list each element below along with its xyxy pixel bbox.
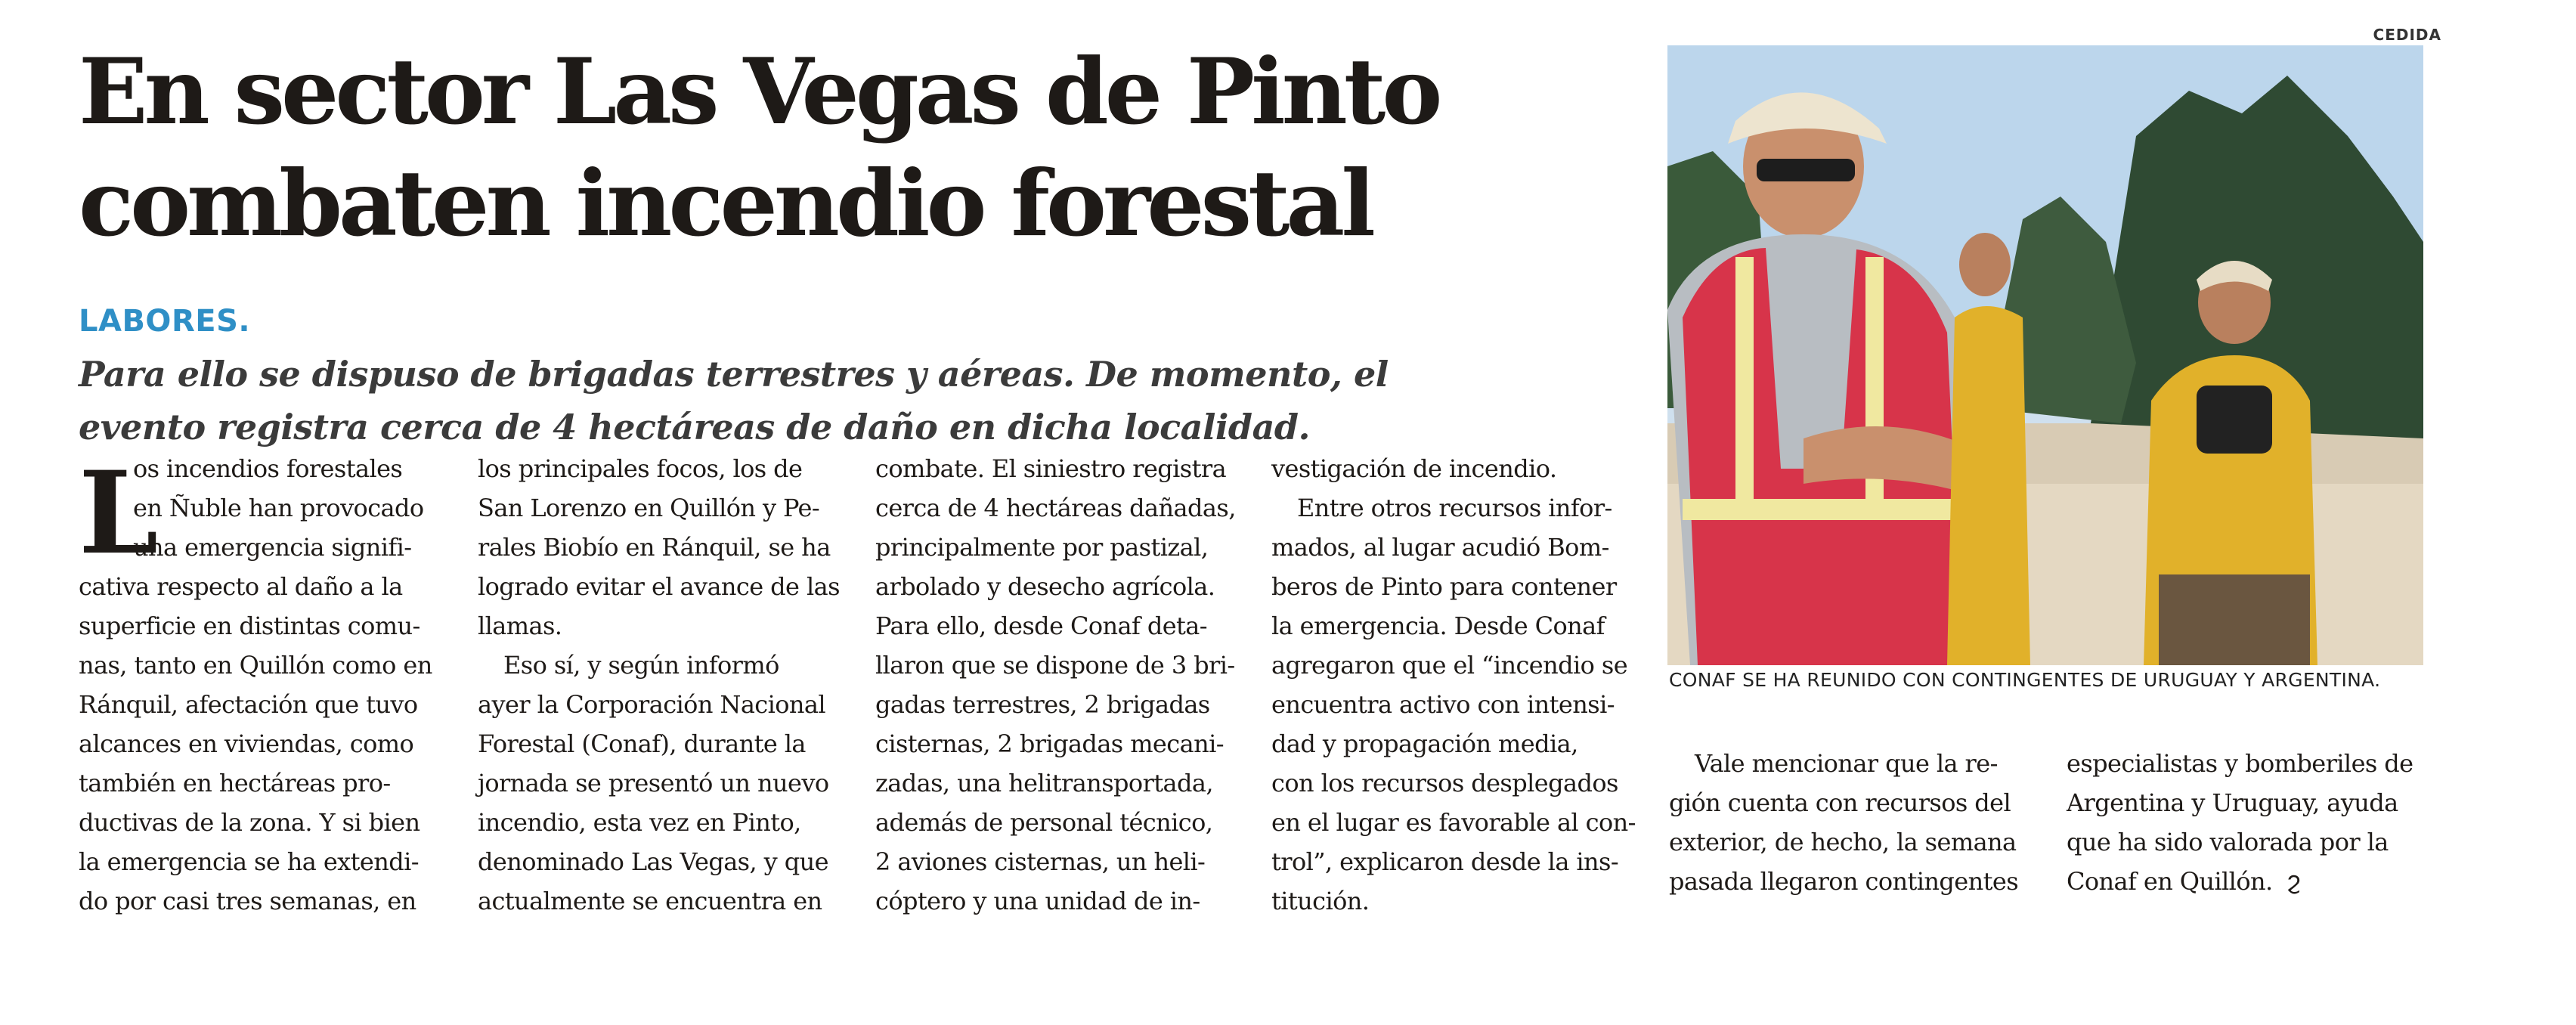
text-line: San Lorenzo en Quillón y Pe- bbox=[478, 494, 820, 522]
article-column-2 bbox=[478, 449, 841, 921]
text-line: además de personal técnico, bbox=[875, 808, 1213, 837]
article-column-6 bbox=[2067, 744, 2429, 901]
text-line: zadas, una helitransportada, bbox=[875, 769, 1213, 797]
text-line: arbolado y desecho agrícola. bbox=[875, 572, 1215, 601]
end-mark-icon: Ϩ bbox=[2287, 872, 2300, 895]
text-line: exterior, de hecho, la semana bbox=[1669, 828, 2017, 856]
text-line: dad y propagación media, bbox=[1271, 729, 1578, 758]
text-line-last bbox=[2067, 862, 2429, 901]
text-line: gión cuenta con recursos del bbox=[1669, 788, 2011, 817]
article-column-3 bbox=[875, 449, 1238, 921]
text-line: Ránquil, afectación que tuvo bbox=[79, 690, 418, 719]
text-line: principalmente por pastizal, bbox=[875, 533, 1209, 562]
text-line: la emergencia se ha extendi- bbox=[79, 847, 419, 876]
text-line: con los recursos desplegados bbox=[1271, 769, 1618, 797]
text-line: jornada se presentó un nuevo bbox=[478, 769, 829, 797]
deck-line-1 bbox=[79, 295, 1636, 401]
photo-caption: CONAF SE HA REUNIDO CON CONTINGENTES DE URUGUAY Y ARGENTINA. bbox=[1669, 669, 2381, 691]
text-line: superficie en distintas comu- bbox=[79, 612, 420, 640]
text-line: actualmente se encuentra en bbox=[478, 887, 822, 915]
text-line: mados, al lugar acudió Bom- bbox=[1271, 533, 1609, 562]
text-line: beros de Pinto para contener bbox=[1271, 572, 1617, 601]
text-line: 2 aviones cisternas, un heli- bbox=[875, 847, 1206, 876]
text-line: llaron que se dispone de 3 bri- bbox=[875, 651, 1235, 680]
text-line: especialistas y bomberiles de bbox=[2067, 749, 2413, 778]
drop-cap: L bbox=[79, 447, 159, 580]
headline bbox=[79, 36, 1636, 260]
text-line: llamas. bbox=[478, 612, 562, 640]
text-line: pasada llegaron contingentes bbox=[1669, 867, 2019, 896]
text-line: en Ñuble han provocado bbox=[133, 494, 424, 522]
text-line: Eso sí, y según informó bbox=[503, 651, 779, 680]
text-line: cativa respecto al daño a la bbox=[79, 572, 403, 601]
text-line: cóptero y una unidad de in- bbox=[875, 887, 1200, 915]
deck bbox=[79, 295, 1636, 454]
text-line: trol”, explicaron desde la ins- bbox=[1271, 847, 1619, 876]
text-line: Entre otros recursos infor- bbox=[1297, 494, 1612, 522]
text-line: ayer la Corporación Nacional bbox=[478, 690, 826, 719]
text-line: incendio, esta vez en Pinto, bbox=[478, 808, 801, 837]
text-line: Forestal (Conaf), durante la bbox=[478, 729, 806, 758]
deck-text-1: Para ello se dispuso de brigadas terrestres y aéreas. De momento, el bbox=[79, 354, 1389, 395]
text-line: Argentina y Uruguay, ayuda bbox=[2067, 788, 2398, 817]
text-line: que ha sido valorada por la bbox=[2067, 828, 2389, 856]
text-line: denominado Las Vegas, y que bbox=[478, 847, 828, 876]
text-line: agregaron que el “incendio se bbox=[1271, 651, 1628, 680]
text-line-end: Conaf en Quillón. bbox=[2067, 867, 2273, 896]
text-line: la emergencia. Desde Conaf bbox=[1271, 612, 1605, 640]
text-line: cerca de 4 hectáreas dañadas, bbox=[875, 494, 1236, 522]
text-line: encuentra activo con intensi- bbox=[1271, 690, 1615, 719]
text-line: también en hectáreas pro- bbox=[79, 769, 391, 797]
text-line: vestigación de incendio. bbox=[1271, 454, 1557, 483]
text-line: titución. bbox=[1271, 887, 1370, 915]
deck-line-2: evento registra cerca de 4 hectáreas de daño en dicha localidad. bbox=[79, 407, 1311, 447]
article-column-4 bbox=[1271, 449, 1634, 921]
text-line: Para ello, desde Conaf deta- bbox=[875, 612, 1207, 640]
text-line: os incendios forestales bbox=[133, 454, 403, 483]
article-column-5 bbox=[1669, 744, 2032, 901]
text-line: en el lugar es favorable al con- bbox=[1271, 808, 1636, 837]
text-line: cisternas, 2 brigadas mecani- bbox=[875, 729, 1224, 758]
text-line: los principales focos, los de bbox=[478, 454, 803, 483]
text-line: logrado evitar el avance de las bbox=[478, 572, 840, 601]
text-line: una emergencia signifi- bbox=[133, 533, 412, 562]
text-line: rales Biobío en Ránquil, se ha bbox=[478, 533, 831, 562]
deck-kicker: LABORES. bbox=[79, 304, 251, 339]
text-line: gadas terrestres, 2 brigadas bbox=[875, 690, 1210, 719]
text-line: ductivas de la zona. Y si bien bbox=[79, 808, 420, 837]
text-line: do por casi tres semanas, en bbox=[79, 887, 416, 915]
headline-line-2: combaten incendio forestal bbox=[79, 150, 1372, 257]
article-photo bbox=[1667, 45, 2423, 665]
article-column-1 bbox=[79, 449, 441, 921]
text-line: nas, tanto en Quillón como en bbox=[79, 651, 432, 680]
photo-credit: CEDIDA bbox=[2373, 26, 2441, 44]
photo-firefighters-icon bbox=[1667, 45, 2423, 665]
text-line: Vale mencionar que la re- bbox=[1695, 749, 1998, 778]
text-line: combate. El siniestro registra bbox=[875, 454, 1227, 483]
text-line: alcances en viviendas, como bbox=[79, 729, 414, 758]
headline-line-1: En sector Las Vegas de Pinto bbox=[79, 39, 1439, 145]
